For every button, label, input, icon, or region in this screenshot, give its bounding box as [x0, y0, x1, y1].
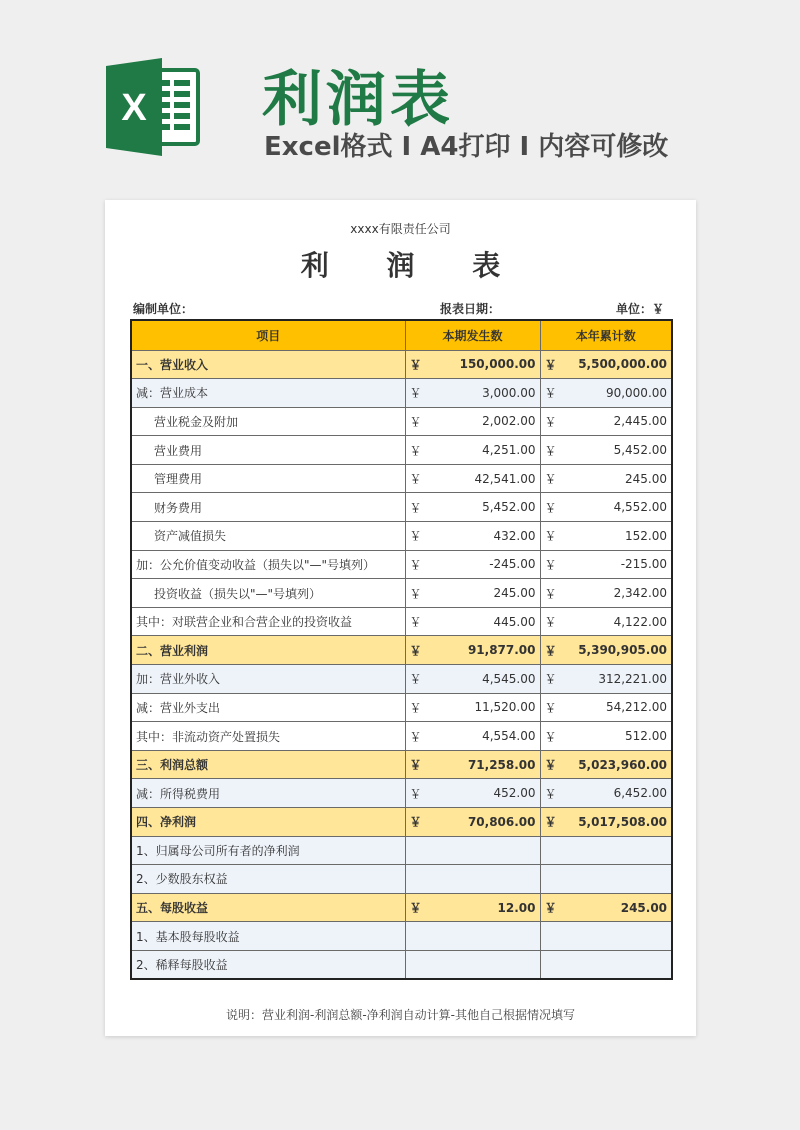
row-item-cell[interactable]: 1、基本股每股收益 — [131, 922, 405, 951]
main-title: 利润表 — [262, 65, 454, 135]
row-ytd-value-cell[interactable]: 2,342.00 — [568, 579, 672, 608]
table-header-row — [131, 320, 672, 350]
footnote: 说明：营业利润-利润总额-净利润自动计算-其他自己根据情况填写 — [226, 1008, 575, 1022]
row-currency-cell[interactable]: ￥ — [405, 665, 433, 694]
row-currency-cell[interactable]: ￥ — [540, 665, 568, 694]
table-row — [131, 407, 672, 436]
excel-logo-icon — [104, 58, 202, 156]
row-period-value-cell[interactable]: 245.00 — [433, 579, 540, 608]
row-currency-cell[interactable]: ￥ — [540, 607, 568, 636]
subtitle: Excel格式 I A4打印 I 内容可修改 — [264, 132, 669, 162]
row-ytd-value-cell[interactable]: 2,445.00 — [568, 407, 672, 436]
row-currency-cell[interactable]: ￥ — [540, 550, 568, 579]
table-row — [131, 607, 672, 636]
row-item-cell[interactable]: 加：公允价值变动收益（损失以"—"号填列） — [131, 550, 405, 579]
table-row — [131, 493, 672, 522]
row-item-cell[interactable]: 二、营业利润 — [131, 636, 405, 665]
logo-letter: X — [121, 87, 147, 129]
unit-label: 单位：￥ — [615, 302, 664, 316]
row-currency-cell[interactable] — [540, 922, 568, 951]
row-period-value-cell[interactable]: 71,258.00 — [433, 750, 540, 779]
prepared-by-label: 编制单位： — [133, 302, 194, 316]
row-currency-cell[interactable]: ￥ — [405, 464, 433, 493]
row-currency-cell[interactable] — [405, 922, 433, 951]
table-row — [131, 922, 672, 951]
row-ytd-value-cell[interactable]: 5,017,508.00 — [568, 808, 672, 837]
table-row — [131, 893, 672, 922]
table-row — [131, 836, 672, 865]
row-currency-cell[interactable]: ￥ — [405, 636, 433, 665]
row-currency-cell[interactable] — [540, 865, 568, 894]
row-item-cell[interactable]: 减：所得税费用 — [131, 779, 405, 808]
row-currency-cell[interactable]: ￥ — [540, 436, 568, 465]
row-item-cell[interactable]: 三、利润总额 — [131, 750, 405, 779]
row-period-value-cell[interactable] — [433, 865, 540, 894]
row-period-value-cell[interactable] — [433, 950, 540, 979]
row-period-value-cell[interactable]: 4,554.00 — [433, 722, 540, 751]
row-currency-cell[interactable]: ￥ — [405, 379, 433, 408]
row-currency-cell[interactable] — [405, 865, 433, 894]
row-currency-cell[interactable]: ￥ — [405, 550, 433, 579]
row-currency-cell[interactable]: ￥ — [540, 464, 568, 493]
row-period-value-cell[interactable]: 452.00 — [433, 779, 540, 808]
row-item-cell[interactable]: 2、少数股东权益 — [131, 865, 405, 894]
table-row — [131, 808, 672, 837]
row-currency-cell[interactable]: ￥ — [540, 722, 568, 751]
row-period-value-cell[interactable]: 11,520.00 — [433, 693, 540, 722]
row-period-value-cell[interactable]: 445.00 — [433, 607, 540, 636]
company-name: xxxx有限责任公司 — [350, 222, 451, 236]
row-currency-cell[interactable]: ￥ — [405, 693, 433, 722]
table-row — [131, 522, 672, 551]
table-row — [131, 750, 672, 779]
table-row — [131, 950, 672, 979]
row-ytd-value-cell[interactable]: 5,023,960.00 — [568, 750, 672, 779]
row-period-value-cell[interactable]: 12.00 — [433, 893, 540, 922]
row-ytd-value-cell[interactable]: 4,552.00 — [568, 493, 672, 522]
row-ytd-value-cell[interactable] — [568, 950, 672, 979]
row-ytd-value-cell[interactable]: 5,390,905.00 — [568, 636, 672, 665]
row-ytd-value-cell[interactable]: 90,000.00 — [568, 379, 672, 408]
table-row — [131, 865, 672, 894]
row-currency-cell[interactable]: ￥ — [540, 350, 568, 379]
row-currency-cell[interactable]: ￥ — [405, 722, 433, 751]
row-currency-cell[interactable]: ￥ — [405, 750, 433, 779]
row-currency-cell[interactable] — [540, 950, 568, 979]
row-currency-cell[interactable] — [540, 836, 568, 865]
row-ytd-value-cell[interactable]: 6,452.00 — [568, 779, 672, 808]
row-item-cell[interactable]: 营业费用 — [131, 436, 405, 465]
column-header-item: 项目 — [131, 320, 405, 350]
row-currency-cell[interactable]: ￥ — [540, 579, 568, 608]
row-currency-cell[interactable]: ￥ — [405, 522, 433, 551]
row-currency-cell[interactable]: ￥ — [540, 493, 568, 522]
row-currency-cell[interactable]: ￥ — [405, 893, 433, 922]
row-ytd-value-cell[interactable]: 54,212.00 — [568, 693, 672, 722]
income-statement-table — [130, 319, 673, 980]
row-period-value-cell[interactable]: 4,545.00 — [433, 665, 540, 694]
row-ytd-value-cell[interactable]: 5,500,000.00 — [568, 350, 672, 379]
table-row — [131, 436, 672, 465]
row-item-cell[interactable]: 资产减值损失 — [131, 522, 405, 551]
row-item-cell[interactable]: 减：营业成本 — [131, 379, 405, 408]
row-currency-cell[interactable]: ￥ — [405, 808, 433, 837]
row-item-cell[interactable]: 其中：对联营企业和合营企业的投资收益 — [131, 607, 405, 636]
row-currency-cell[interactable]: ￥ — [540, 750, 568, 779]
row-period-value-cell[interactable]: 432.00 — [433, 522, 540, 551]
report-date-label: 报表日期： — [440, 302, 501, 316]
row-ytd-value-cell[interactable]: 312,221.00 — [568, 665, 672, 694]
row-period-value-cell[interactable] — [433, 922, 540, 951]
row-ytd-value-cell[interactable]: 512.00 — [568, 722, 672, 751]
row-item-cell[interactable]: 2、稀释每股收益 — [131, 950, 405, 979]
table-row — [131, 550, 672, 579]
row-currency-cell[interactable]: ￥ — [540, 379, 568, 408]
row-period-value-cell[interactable]: 5,452.00 — [433, 493, 540, 522]
row-currency-cell[interactable]: ￥ — [405, 607, 433, 636]
row-currency-cell[interactable]: ￥ — [540, 636, 568, 665]
row-ytd-value-cell[interactable] — [568, 922, 672, 951]
document-sheet — [105, 200, 696, 1036]
row-item-cell[interactable]: 一、营业收入 — [131, 350, 405, 379]
document-title: 利 润 表 — [300, 249, 525, 282]
table-row — [131, 464, 672, 493]
row-currency-cell[interactable]: ￥ — [405, 493, 433, 522]
table-row — [131, 693, 672, 722]
row-period-value-cell[interactable]: 3,000.00 — [433, 379, 540, 408]
row-item-cell[interactable]: 五、每股收益 — [131, 893, 405, 922]
table-body — [131, 350, 672, 979]
row-item-cell[interactable]: 减：营业外支出 — [131, 693, 405, 722]
table-row — [131, 722, 672, 751]
row-period-value-cell[interactable]: 91,877.00 — [433, 636, 540, 665]
column-header-ytd: 本年累计数 — [540, 320, 672, 350]
table-row — [131, 579, 672, 608]
row-period-value-cell[interactable] — [433, 836, 540, 865]
row-item-cell[interactable]: 管理费用 — [131, 464, 405, 493]
row-currency-cell[interactable]: ￥ — [540, 808, 568, 837]
row-ytd-value-cell[interactable]: 245.00 — [568, 893, 672, 922]
row-currency-cell[interactable]: ￥ — [540, 693, 568, 722]
row-currency-cell[interactable]: ￥ — [540, 779, 568, 808]
table-row — [131, 636, 672, 665]
row-currency-cell[interactable]: ￥ — [540, 893, 568, 922]
row-period-value-cell[interactable]: 4,251.00 — [433, 436, 540, 465]
row-currency-cell[interactable]: ￥ — [405, 779, 433, 808]
row-item-cell[interactable]: 1、归属母公司所有者的净利润 — [131, 836, 405, 865]
row-currency-cell[interactable]: ￥ — [405, 350, 433, 379]
row-currency-cell[interactable]: ￥ — [405, 436, 433, 465]
row-period-value-cell[interactable]: 70,806.00 — [433, 808, 540, 837]
column-header-period: 本期发生数 — [405, 320, 540, 350]
row-item-cell[interactable]: 四、净利润 — [131, 808, 405, 837]
row-ytd-value-cell[interactable]: 5,452.00 — [568, 436, 672, 465]
row-item-cell[interactable]: 营业税金及附加 — [131, 407, 405, 436]
row-currency-cell[interactable] — [405, 950, 433, 979]
row-ytd-value-cell[interactable]: 245.00 — [568, 464, 672, 493]
row-item-cell[interactable]: 其中：非流动资产处置损失 — [131, 722, 405, 751]
row-ytd-value-cell[interactable] — [568, 836, 672, 865]
row-currency-cell[interactable]: ￥ — [540, 407, 568, 436]
row-period-value-cell[interactable]: 2,002.00 — [433, 407, 540, 436]
table-row — [131, 665, 672, 694]
row-ytd-value-cell[interactable] — [568, 865, 672, 894]
row-period-value-cell[interactable]: -245.00 — [433, 550, 540, 579]
row-item-cell[interactable]: 投资收益（损失以"—"号填列） — [131, 579, 405, 608]
row-period-value-cell[interactable]: 42,541.00 — [433, 464, 540, 493]
row-item-cell[interactable]: 财务费用 — [131, 493, 405, 522]
table-row — [131, 779, 672, 808]
row-currency-cell[interactable]: ￥ — [540, 522, 568, 551]
table-row — [131, 350, 672, 379]
row-currency-cell[interactable]: ￥ — [405, 407, 433, 436]
table-row — [131, 379, 672, 408]
row-ytd-value-cell[interactable]: 4,122.00 — [568, 607, 672, 636]
row-item-cell[interactable]: 加：营业外收入 — [131, 665, 405, 694]
row-currency-cell[interactable] — [405, 836, 433, 865]
row-ytd-value-cell[interactable]: 152.00 — [568, 522, 672, 551]
row-currency-cell[interactable]: ￥ — [405, 579, 433, 608]
row-period-value-cell[interactable]: 150,000.00 — [433, 350, 540, 379]
row-ytd-value-cell[interactable]: -215.00 — [568, 550, 672, 579]
